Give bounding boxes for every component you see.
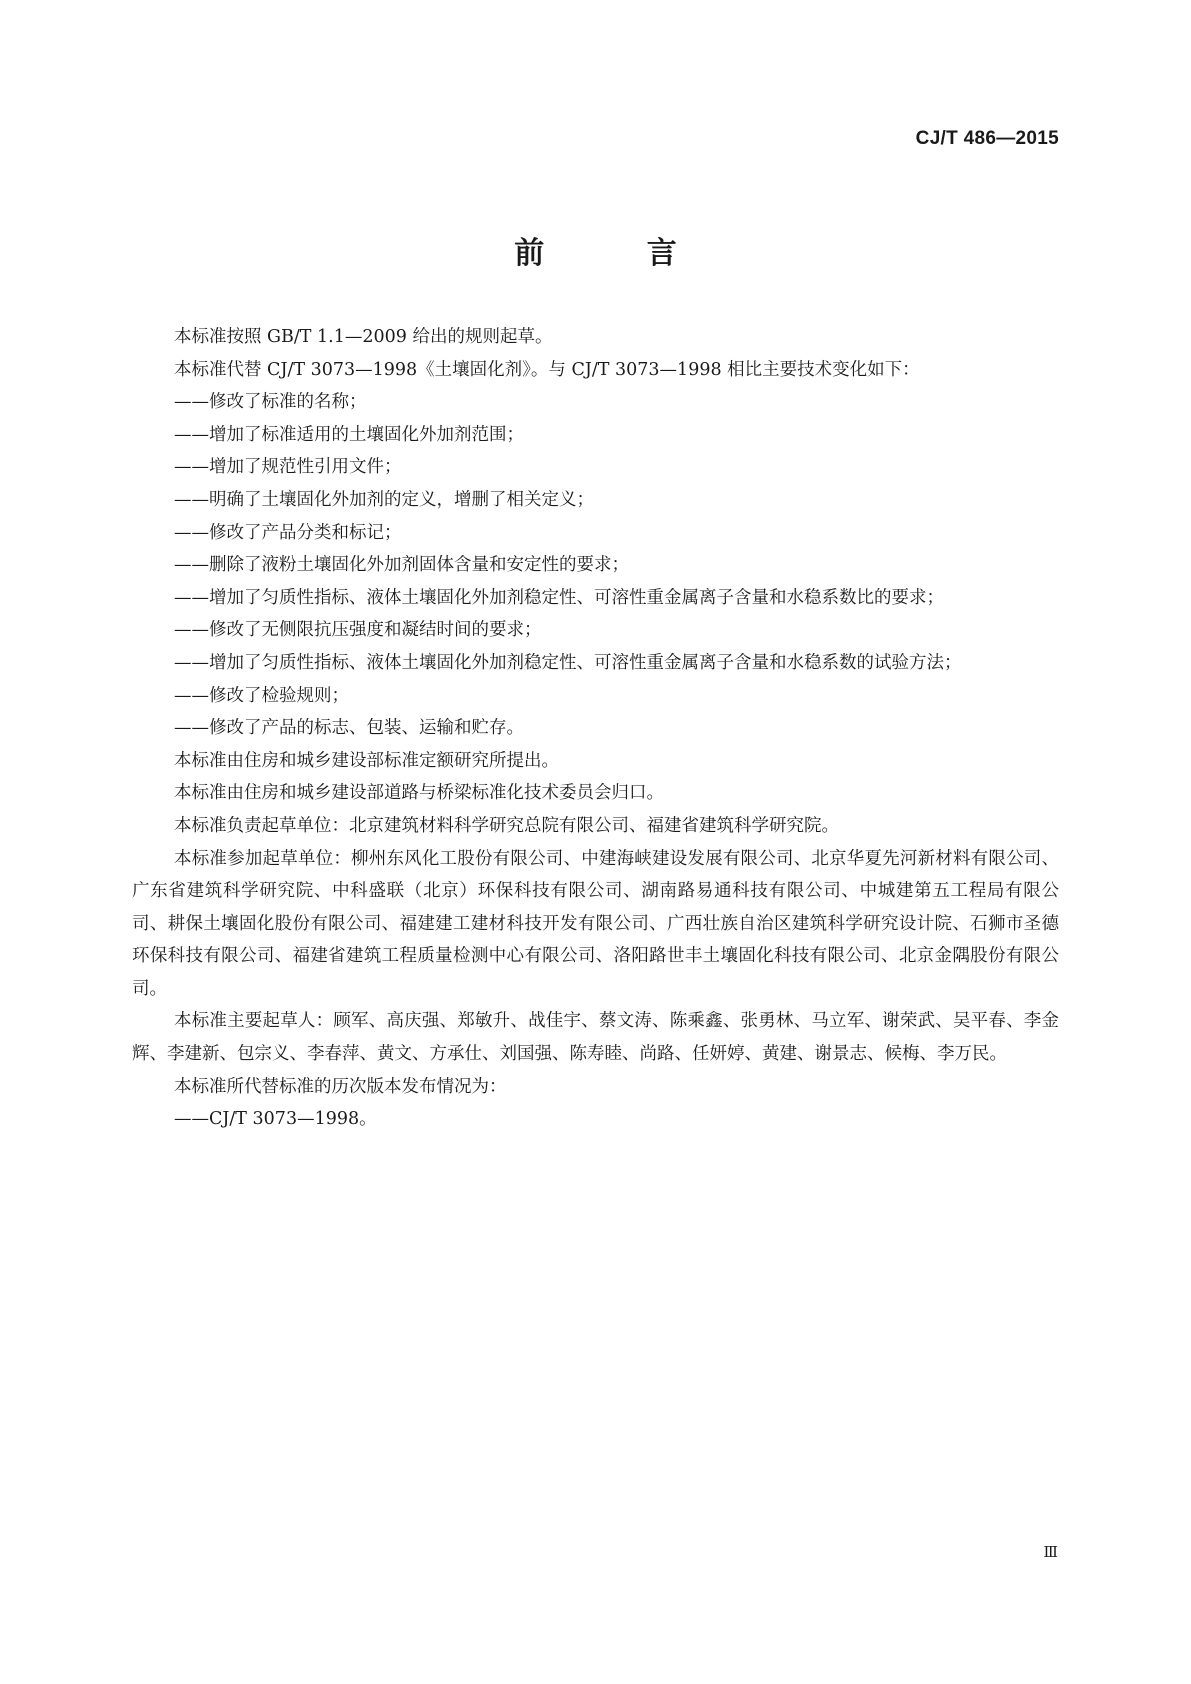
paragraph-previous-editions: 本标准所代替标准的历次版本发布情况为： [174,1076,507,1097]
page-number: Ⅲ [1043,1543,1057,1561]
change-item: ——增加了匀质性指标、液体土壤固化外加剂稳定性、可溶性重金属离子含量和水稳系数的试验方法； [174,652,962,673]
change-item: ——修改了产品分类和标记； [174,522,402,543]
change-item: ——增加了规范性引用文件； [174,457,402,478]
change-item: ——修改了无侧限抗压强度和凝结时间的要求； [174,620,542,641]
paragraph-replaces: 本标准代替 CJ/T 3073—1998《土壤固化剂》。与 CJ/T 3073—1998 相比主要技术变化如下： [174,359,920,380]
change-item: ——修改了标准的名称； [174,392,367,413]
paragraph-participating-drafters: 本标准参加起草单位：柳州东风化工股份有限公司、中建海峡建设发展有限公司、北京华夏先河新材料有限公司、广东省建筑科学研究院、中科盛联（北京）环保科技有限公司、湖南路易通科技有限公司、中城建第五工程局有限公司、耕保土壤固化股份有限公司、福建建工建材科技开发有限公司、广西壮族自治区建筑科学研究设计院、石狮市圣德环保科技有限公司、福建省建筑工程质量检测中心有限公司、洛阳路世丰土壤固化科技有限公司、北京金隅股份有限公司。 [132,848,1059,999]
change-item: ——修改了产品的标志、包装、运输和贮存。 [174,718,524,739]
paragraph-under-jurisdiction: 本标准由住房和城乡建设部道路与桥梁标准化技术委员会归口。 [174,783,664,804]
paragraph-proposed-by: 本标准由住房和城乡建设部标准定额研究所提出。 [174,750,559,771]
paragraph-responsible-drafters: 本标准负责起草单位：北京建筑材料科学研究总院有限公司、福建省建筑科学研究院。 [174,815,839,836]
paragraph-main-drafters: 本标准主要起草人：顾军、高庆强、郑敏升、战佳宇、蔡文涛、陈乘鑫、张勇林、马立军、谢荣武、吴平春、李金辉、李建新、包宗义、李春萍、黄文、方承仕、刘国强、陈寿睦、尚路、任妍婷、黄建、谢景志、候梅、李万民。 [132,1011,1059,1065]
change-item: ——修改了检验规则； [174,685,349,706]
previous-edition-item: ——CJ/T 3073—1998。 [174,1109,377,1130]
page-title: 前 言 [514,236,723,271]
change-item: ——增加了匀质性指标、液体土壤固化外加剂稳定性、可溶性重金属离子含量和水稳系数比的要求； [174,587,944,608]
change-item: ——增加了标准适用的土壤固化外加剂范围； [174,424,524,445]
standard-code: CJ/T 486—2015 [915,128,1059,149]
document-body [132,321,1059,1136]
change-item: ——明确了土壤固化外加剂的定义，增删了相关定义； [174,489,594,510]
change-item: ——删除了液粉土壤固化外加剂固体含量和安定性的要求； [174,555,629,576]
paragraph-drafting-rules: 本标准按照 GB/T 1.1—2009 给出的规则起草。 [174,327,553,347]
